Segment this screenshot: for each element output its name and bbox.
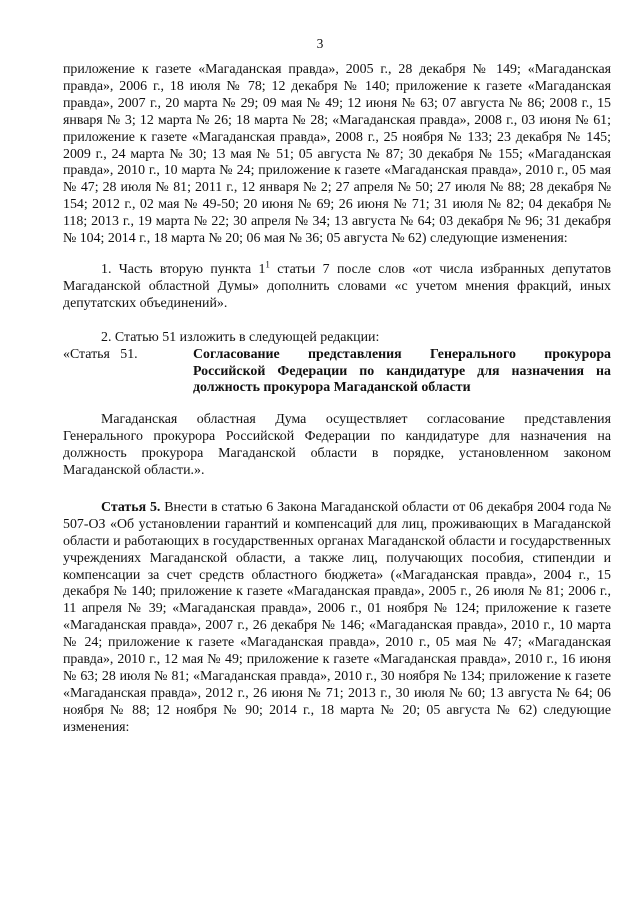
point-1-superscript: 1 [265,259,270,270]
point-2-paragraph: 2. Статью 51 изложить в следующей редакции: [101,329,380,345]
article-5-label: Статья 5. [101,499,161,515]
point-1-text-end: статьи 7 после слов «от числа избранных депутатов Магаданской областной Думы» дополнить словами «с учетом мнения фракций, иных депутатских объединений». [63,261,611,311]
point-1-paragraph [63,259,611,313]
intro-paragraph: приложение к газете «Магаданская правда», 2005 г., 28 декабря № 149; «Магаданская правда», 2006 г., 18 июля № 78; 12 декабря № 140; приложение к газете «Магаданская правда», 2007 г., 20 марта № 29; 09 мая № 49; 12 июня № 63; 07 августа № 86; 2008 г., 15 января № 3; 12 марта № 26; 18 марта № 28; «Магаданская правда», 2008 г., 03 июня № 61; приложение к газете «Магаданская правда», 2008 г., 25 ноября № 133; 23 декабря № 145; 2009 г., 24 марта № 30; 13 мая № 51; 05 августа № 87; 30 декабря № 155; «Магаданская правда», 2010 г., 10 марта № 24; приложение к газете «Магаданская правда», 2010 г., 05 мая № 47; 28 июля № 81; 2011 г., 12 января № 2; 27 апреля № 50; 27 июля № 88; 28 декабря № 154; 2012 г., 02 мая № 49-50; 20 июня № 69; 26 июня № 71; 31 июля № 82; 04 декабря № 118; 2013 г., 19 марта № 22; 30 апреля № 34; 13 августа № 64; 03 декабря № 96; 31 декабря № 104; 2014 г., 18 марта № 20; 06 мая № 36; 05 августа № 62) следующие изменения: [63,62,611,247]
article-51-text: Магаданская областная Дума осуществляет согласование представления Генерального прокурора Российской Федерации по кандидатуре для назначения на должность прокурора Магаданской области в порядке, установленном законом Магаданской области.». [63,412,611,479]
article-5-text: Внести в статью 6 Закона Магаданской области от 06 декабря 2004 года № 507-ОЗ «Об установлении гарантий и компенсаций для лиц, проживающих в Магаданской области и работающих в государственных органах Магаданской области и государственных учреждениях Магаданской области, а также лиц, получающих пособия, стипендии и компенсации за счет средств областного бюджета» («Магаданская правда», 2004 г., 15 декабря № 140; приложение к газете «Магаданская правда», 2005 г., 26 июля № 81; 2006 г., 11 апреля № 39; «Магаданская правда», 2006 г., 01 ноября № 124; приложение к газете «Магаданская правда», 2007 г., 26 декабря № 146; «Магаданская правда», 2010 г., 10 марта № 24; приложение к газете «Магаданская правда», 2010 г., 05 мая № 47; «Магаданская правда», 2010 г., 12 мая № 49; приложение к газете «Магаданская правда», 2010 г., 16 июня № 63; 28 июля № 81; «Магаданская правда», 2010 г., 30 ноября № 134; приложение к газете «Магаданская правда», 2012 г., 26 июня № 71; 2013 г., 30 июля № 60; 13 августа № 64; 06 ноября № 88; 12 ноября № 90; 2014 г., 18 марта № 20; 05 августа № 62) следующие изменения: [63,499,611,735]
article-51-title: Согласование представления Генерального прокурора Российской Федерации по кандидатуре для назначения на должность прокурора Магаданской области [193,346,611,396]
point-1-text-start: 1. Часть вторую пункта 1 [101,261,266,277]
article-51-prefix: «Статья 51. [63,346,138,362]
spacer [63,313,611,330]
page-number: 3 [316,36,324,51]
article-51-heading [63,347,611,398]
spacer [63,248,611,262]
spacer [63,480,611,500]
spacer [63,397,611,412]
document-body [63,62,611,737]
article-5-paragraph [63,500,611,737]
